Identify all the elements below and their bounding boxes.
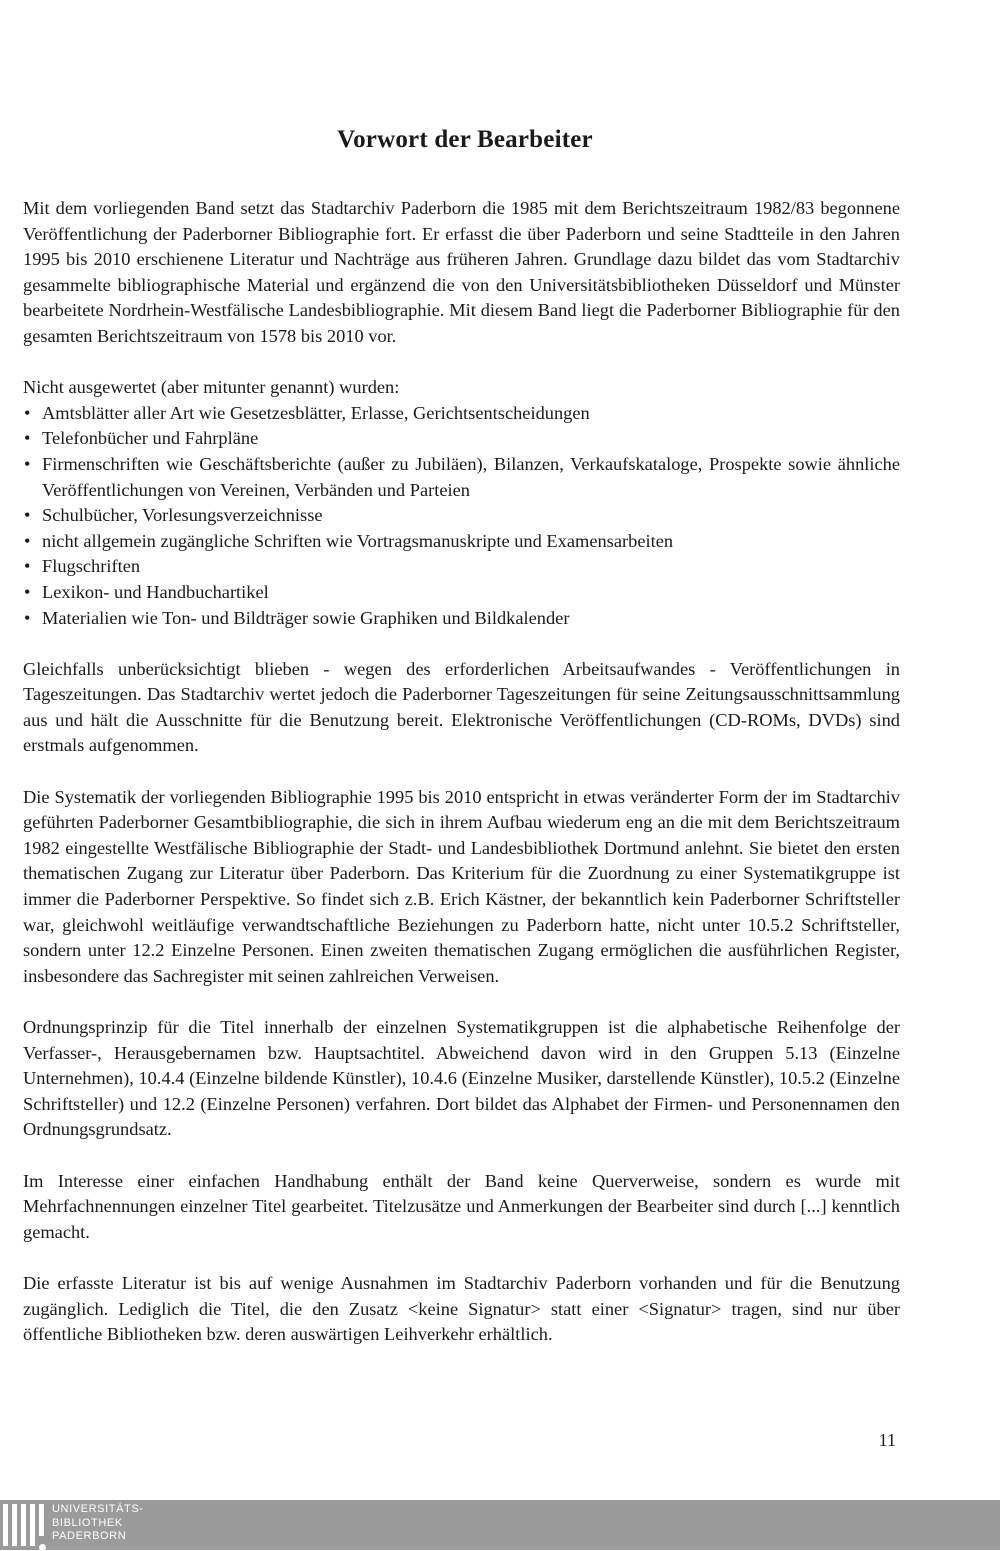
bullet-icon: •: [24, 505, 31, 526]
list-item: • Materialien wie Ton- und Bildträger sowie Graphiken und Bildkalender: [23, 606, 900, 632]
list-item: • nicht allgemein zugängliche Schriften wie Vortragsmanuskripte und Examensarbeiten: [23, 529, 900, 555]
footer-bar: [0, 1500, 1000, 1550]
paragraph-ordering: Ordnungsprinzip für die Titel innerhalb der einzelnen Systematikgruppen ist die alphabetische Reihenfolge der Verfasser-, Herausgebernamen bzw. Hauptsachtitel. Abweichend davon wird in den Gruppen 5.13 (Einzelne Unternehmen), 10.4.4 (Einzelne bildende Künstler), 10.4.6 (Einzelne Musiker, darstellende Künstler), 10.5.2 (Einzelne Schriftsteller) und 12.2 (Einzelne Personen) verfahren. Dort bildet das Alphabet der Firmen- und Personennamen den Ordnungsgrundsatz.: [23, 1017, 900, 1140]
list-item: • Flugschriften: [23, 554, 900, 580]
bullet-icon: •: [24, 556, 31, 577]
exclusions-list: [23, 401, 900, 631]
bullet-icon: •: [24, 581, 31, 602]
logo-text: [52, 1503, 144, 1544]
logo-line: BIBLIOTHEK: [52, 1516, 123, 1529]
list-item: • Firmenschriften wie Geschäftsberichte (außer zu Jubiläen), Bilanzen, Verkaufskataloge, Prospekte sowie ähnliche Veröffentlichungen von Vereinen, Verbänden und Parteien: [24, 453, 900, 500]
university-library-logo-icon: [3, 1504, 43, 1546]
bullet-icon: •: [24, 402, 31, 423]
paragraph-newspapers: Gleichfalls unberücksichtigt blieben - wegen des erforderlichen Arbeitsaufwandes - Veröffentlichungen in Tageszeitungen. Das Stadtarchiv wertet jedoch die Paderborner Tageszeitungen für seine Zeitungsausschnittsammlung aus und hält die Ausschnitte für die Benutzung bereit. Elektronische Veröffentlichungen (CD-ROMs, DVDs) sind erstmals aufgenommen.: [23, 658, 900, 756]
bullet-icon: •: [24, 453, 31, 474]
exclusions-intro: Nicht ausgewertet (aber mitunter genannt) wurden:: [23, 377, 400, 398]
list-item: • Amtsblätter aller Art wie Gesetzesblätter, Erlasse, Gerichtsentscheidungen: [23, 401, 900, 427]
logo-line: UNIVERSITÄTS-: [52, 1503, 144, 1515]
list-item: • Schulbücher, Vorlesungsverzeichnisse: [23, 503, 900, 529]
bullet-icon: •: [24, 530, 31, 551]
bullet-icon: •: [24, 607, 31, 628]
list-item: • Lexikon- und Handbuchartikel: [23, 580, 900, 606]
paragraph-handling: Im Interesse einer einfachen Handhabung enthält der Band keine Querverweise, sondern es wurde mit Mehrfachnennungen einzelner Titel gearbeitet. Titelzusätze und Anmerkungen der Bearbeiter sind durch [...] kenntlich gemacht.: [23, 1170, 900, 1242]
bullet-icon: •: [24, 428, 31, 449]
paragraph-availability: Die erfasste Literatur ist bis auf wenige Ausnahmen im Stadtarchiv Paderborn vorhanden und für die Benutzung zugänglich. Lediglich die Titel, die den Zusatz <keine Signatur> statt einer <Signatur> tragen, sind nur über öffentliche Bibliotheken bzw. deren auswärtigen Leihverkehr erhältlich.: [23, 1272, 900, 1345]
document-body: [23, 196, 900, 1373]
list-item: • Telefonbücher und Fahrpläne: [23, 426, 900, 452]
university-library-logo: [0, 1500, 160, 1550]
paragraph-intro: Mit dem vorliegenden Band setzt das Stadtarchiv Paderborn die 1985 mit dem Berichtszeitraum 1982/83 begonnene Veröffentlichung der Paderborner Bibliographie fort. Er erfasst die über Paderborn und seine Stadtteile in den Jahren 1995 bis 2010 erschienene Literatur und Nachträge aus früheren Jahren. Grundlage dazu bildet das vom Stadtarchiv gesammelte bibliographische Material und ergänzend die von den Universitätsbibliotheken Düsseldorf und Münster bearbeitete Nordrhein-Westfälische Landesbibliographie. Mit diesem Band liegt die Paderborner Bibliographie für den gesamten Berichtszeitraum von 1578 bis 2010 vor.: [23, 198, 900, 346]
page-title: Vorwort der Bearbeiter: [337, 126, 593, 153]
logo-line: PADERBORN: [52, 1530, 127, 1542]
page-number: 11: [878, 1430, 896, 1450]
paragraph-systematics: Die Systematik der vorliegenden Bibliographie 1995 bis 2010 entspricht in etwas veränderter Form der im Stadtarchiv geführten Paderborner Gesamtbibliographie, die sich in ihrem Aufbau wiederum eng an die mit dem Berichtszeitraum 1982 eingestellte Westfälische Bibliographie der Stadt- und Landesbibliothek Dortmund anlehnt. Sie bietet den ersten thematischen Zugang zur Literatur über Paderborn. Das Kriterium für die Zuordnung zu einer Systematikgruppe ist immer die Paderborner Perspektive. So findet sich z.B. Erich Kästner, der bekanntlich kein Paderborner Schriftsteller war, gleichwohl weitläufige verwandtschaftliche Beziehungen zu Paderborn hatte, nicht unter 10.5.2 Schriftsteller, sondern unter 12.2 Einzelne Personen. Einen zweiten thematischen Zugang ermöglichen die ausführlichen Register, insbesondere das Sachregister mit seinen zahlreichen Verweisen.: [23, 786, 900, 986]
